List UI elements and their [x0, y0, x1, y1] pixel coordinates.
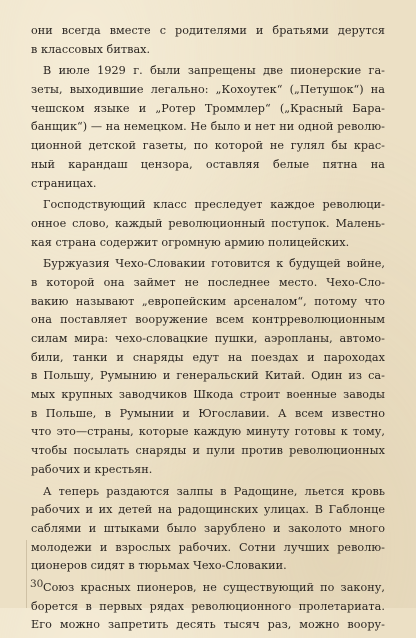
text-line: В июле 1929 г. были запрещены две пионерские га-	[43, 64, 385, 78]
text-line: ный карандаш цензора, оставляя белые пятна на	[31, 157, 385, 171]
text-line: били, танки и снаряды едут на поездах и пароходах	[31, 350, 385, 364]
text-line: мых крупных заводчиков Шкода строит военные заводы	[31, 388, 385, 402]
text-line: Союз красных пионеров, не существующий по закону,	[43, 580, 385, 594]
text-line: вакию называют „европейским арсеналом“, потому что	[31, 294, 385, 308]
paragraph	[31, 255, 385, 479]
text-line: борется в первых рядах революционного пролетариата.	[31, 599, 385, 613]
text-line: силам мира: чехо-словацкие пушки, аэропланы, автомо-	[31, 332, 385, 345]
text-line: в Польше, в Румынии и Югославии. А всем известно	[31, 406, 385, 420]
text-line: чешском языке и „Ротер Троммлер“ („Красный Бара-	[31, 101, 385, 115]
text-line: А теперь раздаются залпы в Радощине, льется кровь	[43, 484, 385, 498]
page-edge-shadow	[0, 540, 27, 608]
text-line: онное слово, каждый революционный поступок. Малень-	[31, 216, 385, 230]
text-line: страницах.	[31, 176, 97, 190]
text-line: кая страна содержит огромную армию полицейских.	[31, 235, 350, 249]
text-line: ционной детской газеты, по которой не гулял бы крас-	[31, 139, 385, 153]
paragraph	[31, 579, 385, 635]
text-line: что это—страны, которые каждую минуту готовы к тому,	[31, 425, 385, 439]
text-line: чтобы посылать снаряды и пули против революционных	[31, 444, 385, 458]
page-body	[31, 22, 385, 638]
paragraph	[31, 196, 385, 252]
paragraph	[31, 62, 385, 193]
text-line: ционеров сидят в тюрьмах Чехо-Словакии.	[31, 559, 287, 573]
text-line: зеты, выходившие легально: „Кохоутек“ („Петушок“) на	[31, 83, 385, 97]
text-line: рабочих и их детей на радощинских улицах. В Габлонце	[31, 503, 385, 517]
text-line: рабочих и крестьян.	[31, 462, 153, 476]
text-line: Господствующий класс преследует каждое революци-	[43, 198, 385, 212]
text-line: банщик“) — на немецком. Не было и нет ни одной револю-	[31, 120, 385, 134]
page-number: 30	[30, 578, 44, 590]
paragraph	[31, 483, 385, 576]
text-line: в классовых битвах.	[31, 42, 151, 56]
text-line: Буржуазия Чехо-Словакии готовится к будущей войне,	[43, 257, 385, 271]
text-line: Его можно запретить десять тысяч раз, можно воору-	[31, 618, 385, 632]
paragraph	[31, 22, 385, 59]
text-line: она поставляет вооружение всем контрреволюционным	[31, 313, 385, 327]
text-line: в которой она займет не последнее место. Чехо-Сло-	[31, 275, 385, 289]
text-line: они всегда вместе с родителями и братьями дерутся	[31, 24, 385, 37]
text-line: молодежи и взрослых рабочих. Сотни лучших револю-	[31, 540, 385, 554]
text-line: в Польшу, Румынию и генеральский Китай. Один из са-	[31, 369, 385, 383]
text-line: саблями и штыками было зарублено и заколото много	[31, 521, 385, 535]
